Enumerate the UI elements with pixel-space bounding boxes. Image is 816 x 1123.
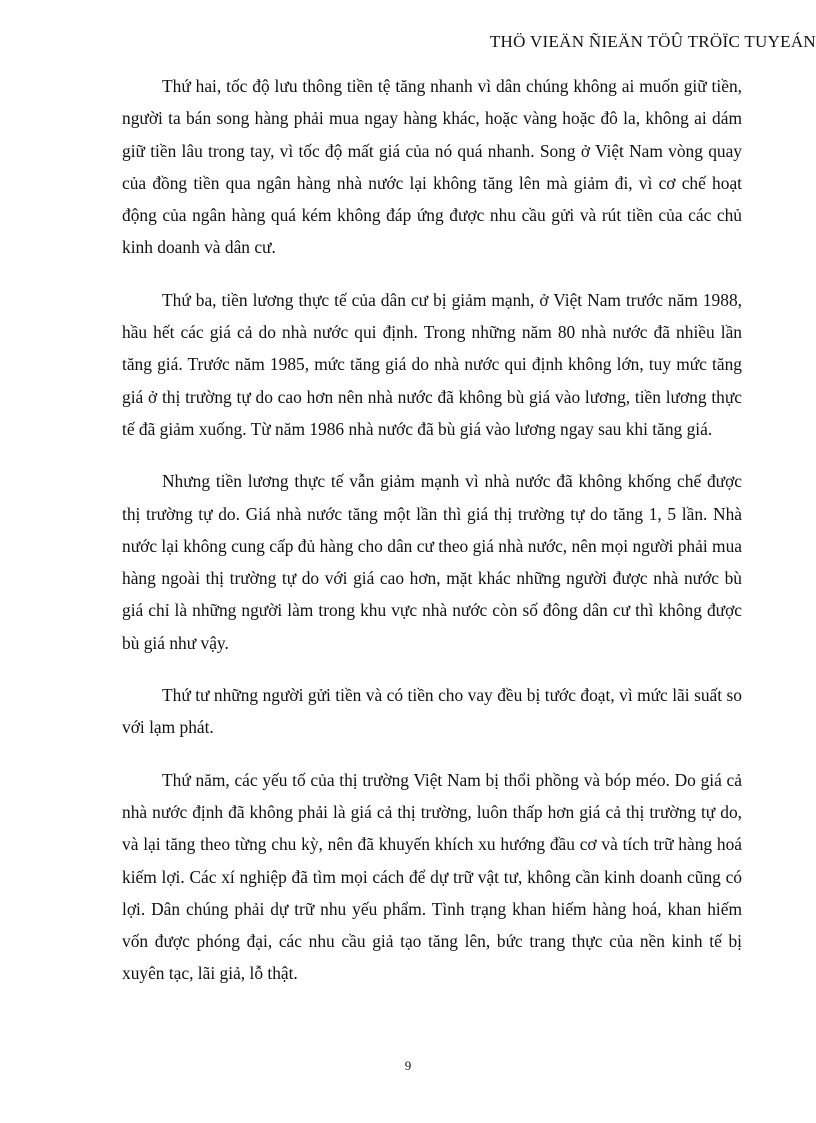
document-body: [122, 70, 742, 1010]
paragraph-4: Thứ tư những người gửi tiền và có tiền cho vay đều bị tước đoạt, vì mức lãi suất so với lạm phát.: [122, 685, 742, 738]
paragraph-1: Thứ hai, tốc độ lưu thông tiền tệ tăng nhanh vì dân chúng không ai muốn giữ tiền, người ta bán song hàng phải mua ngay hàng khác, hoặc vàng hoặc đô la, không ai dám giữ tiền lâu trong tay, vì tốc độ mất giá của nó quá nhanh. Song ở Việt Nam vòng quay của đồng tiền qua ngân hàng nhà nước lại không tăng lên mà giảm đi, vì cơ chế hoạt động của ngân hàng quá kém không đáp ứng được nhu cầu gửi và rút tiền của các chủ kinh doanh và dân cư.: [122, 76, 742, 258]
page-number: 9: [404, 1058, 412, 1073]
paragraph-5: Thứ năm, các yếu tố của thị trường Việt Nam bị thổi phồng và bóp méo. Do giá cả nhà nước định đã không phải là giá cả thị trường, luôn thấp hơn giá cả thị trường tự do, và lại tăng theo từng chu kỳ, nên đã khuyến khích xu hướng đầu cơ và tích trữ hàng hoá kiếm lợi. Các xí nghiệp đã tìm mọi cách để dự trữ vật tư, không cần kinh doanh cũng có lợi. Dân chúng phải dự trữ nhu yếu phẩm. Tình trạng khan hiếm hàng hoá, khan hiếm vốn được phóng đại, các nhu cầu giả tạo tăng lên, bức trang thực của nền kinh tế bị xuyên tạc, lãi giả, lỗ thật.: [122, 769, 742, 984]
paragraph-2: Thứ ba, tiền lương thực tế của dân cư bị giảm mạnh, ở Việt Nam trước năm 1988, hầu hết các giá cả do nhà nước qui định. Trong những năm 80 nhà nước đã nhiều lần tăng giá. Trước năm 1985, mức tăng giá do nhà nước qui định không lớn, tuy mức tăng giá ở thị trường tự do cao hơn nên nhà nước đã không bù giá vào lương, tiền lương thực tế đã giảm xuống. Từ năm 1986 nhà nước đã bù giá vào lương ngay sau khi tăng giá.: [122, 289, 742, 439]
paragraph-3: Nhưng tiền lương thực tế vẫn giảm mạnh vì nhà nước đã không khống chế được thị trường tự do. Giá nhà nước tăng một lần thì giá thị trường tự do tăng 1, 5 lần. Nhà nước lại không cung cấp đủ hàng cho dân cư theo giá nhà nước, nên mọi người phải mua hàng ngoài thị trường tự do với giá cao hơn, mặt khác những người được nhà nước bù giá chỉ là những người làm trong khu vực nhà nước còn số đông dân cư thì không được bù giá như vậy.: [122, 471, 742, 653]
page-header: THÖ VIEÄN ÑIEÄN TÖÛ TRÖÏC TUYEÁN: [489, 32, 816, 51]
